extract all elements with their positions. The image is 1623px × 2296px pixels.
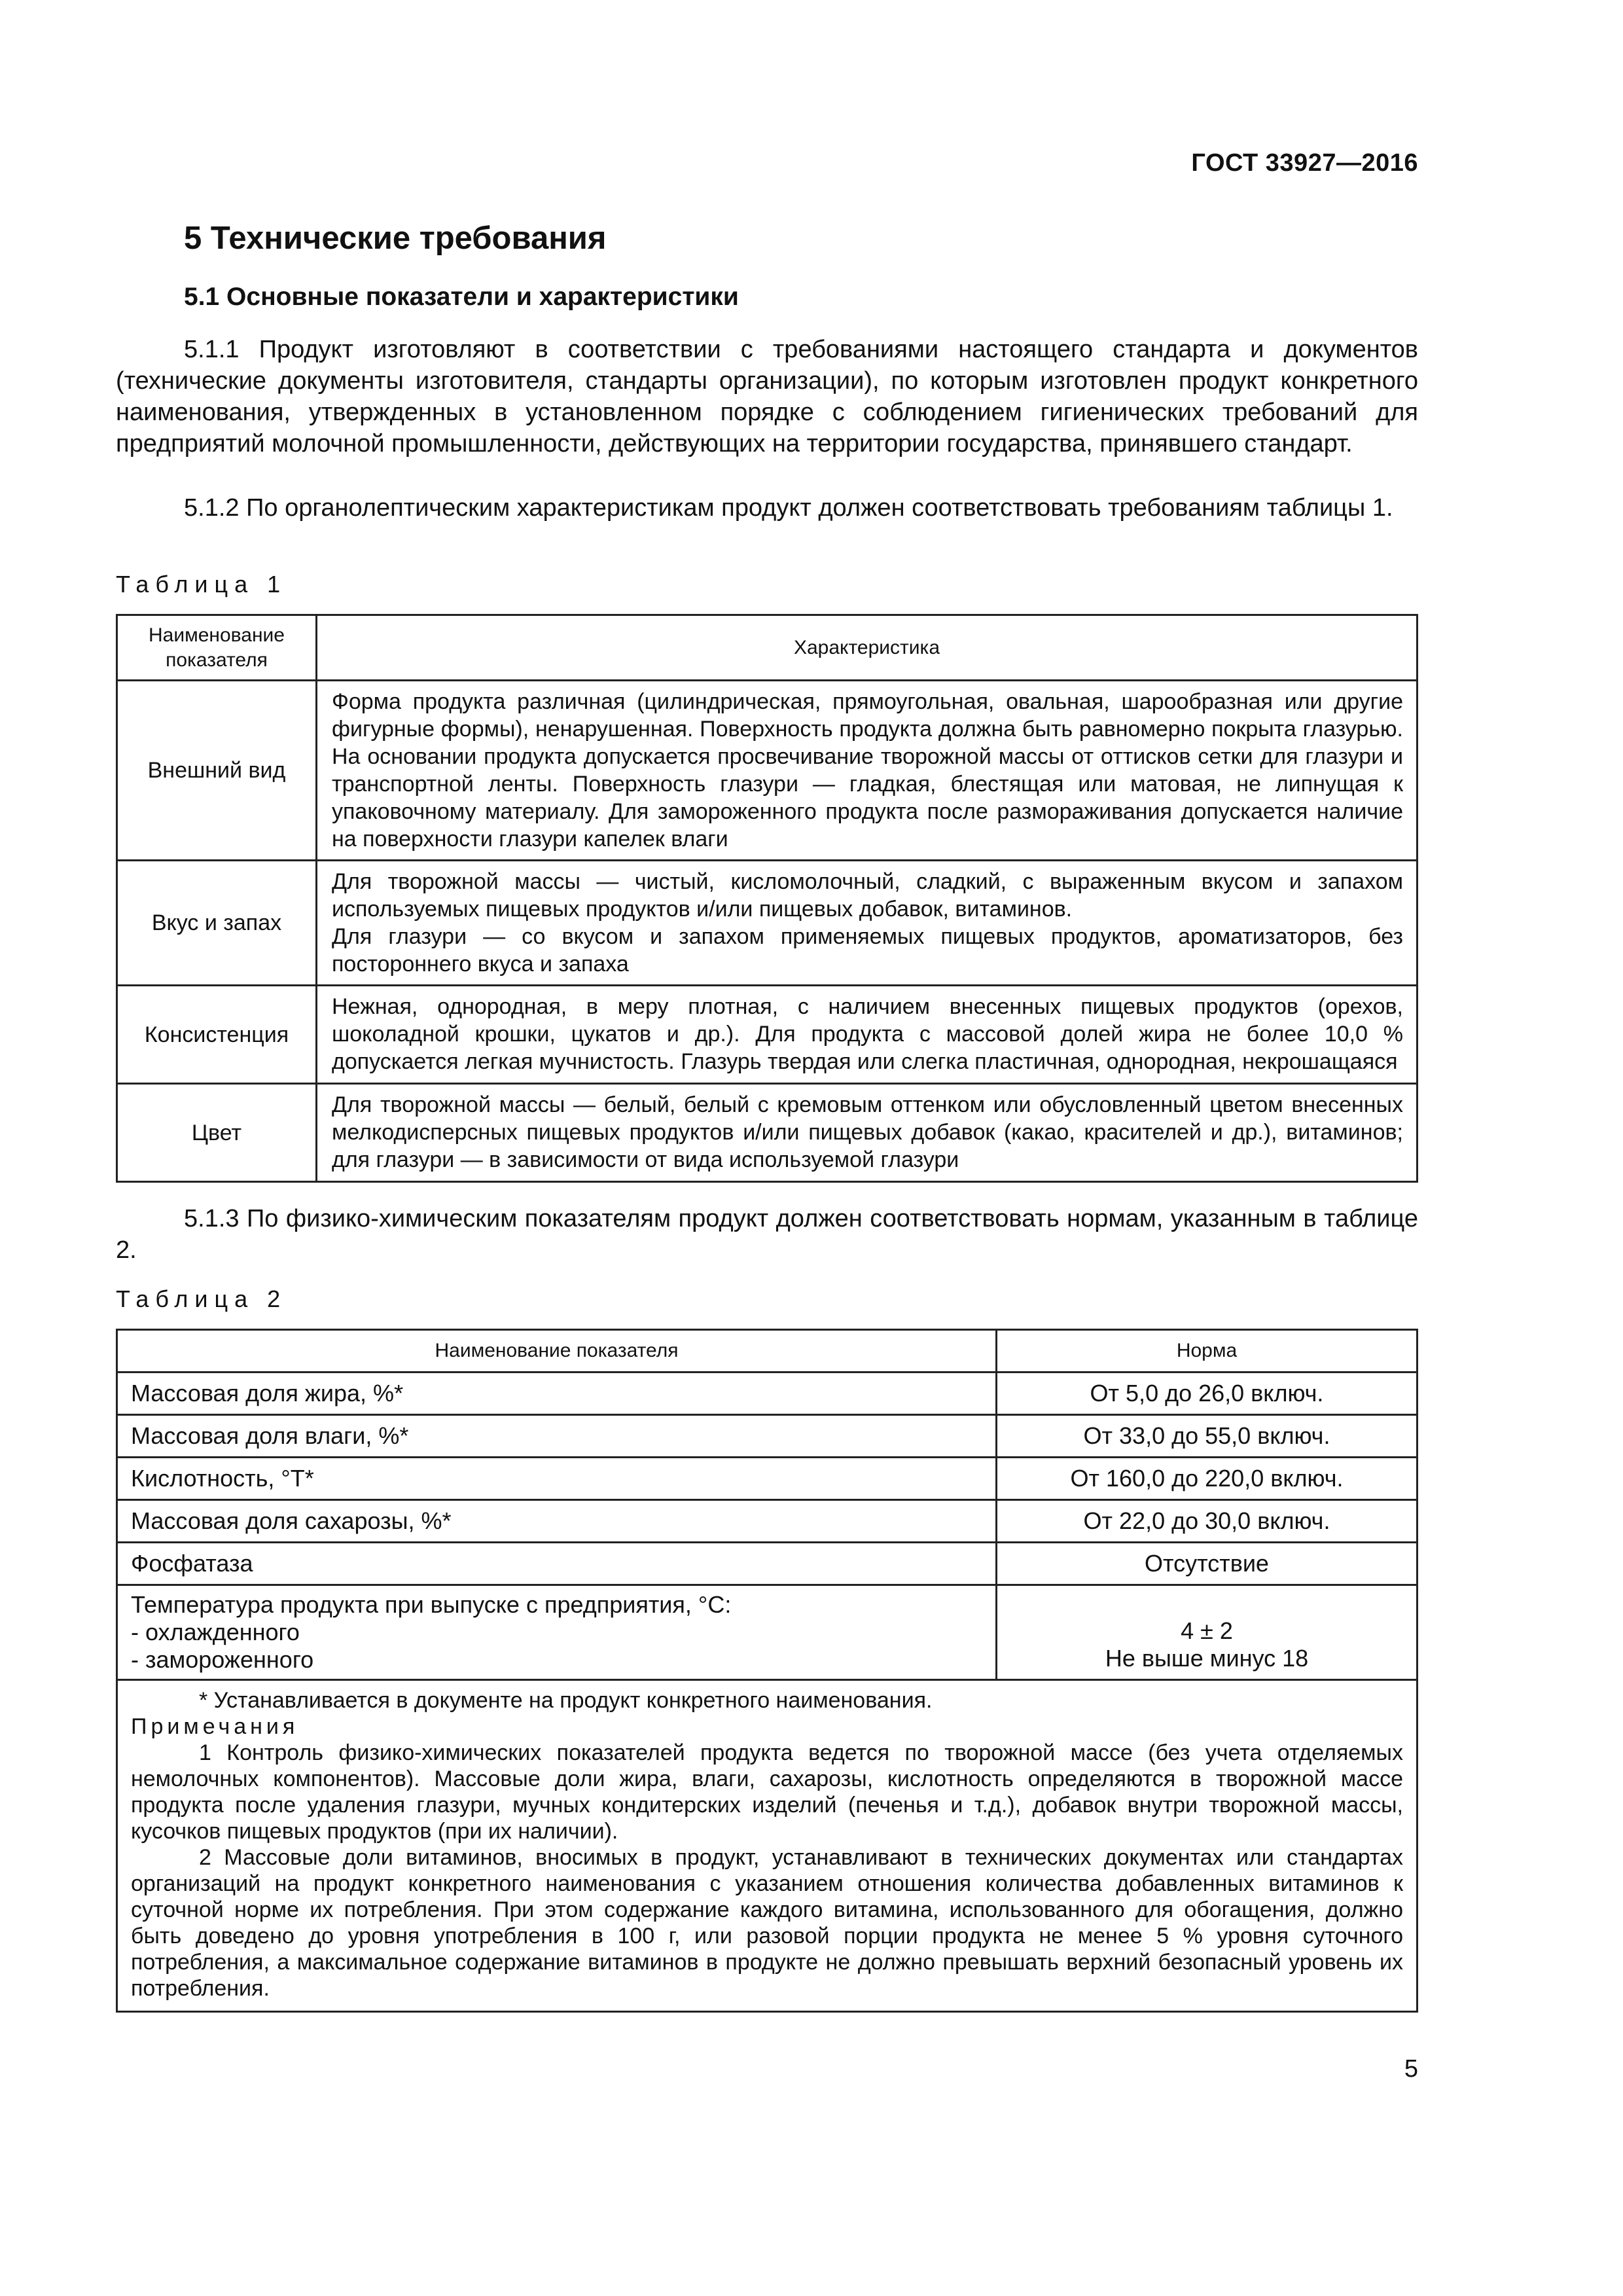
- table-row: [117, 986, 1418, 1084]
- table1-caption: Таблица 1: [116, 571, 287, 598]
- table-header-cell: Наименование показателя: [117, 615, 317, 681]
- indicator-name: Массовая доля влаги, %*: [117, 1415, 997, 1458]
- table-header-cell: Норма: [997, 1330, 1418, 1372]
- notes-title: Примечания: [131, 1714, 299, 1739]
- indicator-norm: От 22,0 до 30,0 включ.: [997, 1500, 1418, 1543]
- indicator-name: Внешний вид: [117, 681, 317, 861]
- description-line: Для творожной массы — чистый, кисломолочный, сладкий, с выраженным вкусом и запахом используемых пищевых продуктов и/или пищевых добавок, витаминов.: [332, 869, 1403, 922]
- table-row: [117, 1585, 1418, 1680]
- temperature-chilled-norm: 4 ± 2: [1181, 1617, 1233, 1644]
- subsection-title: 5.1 Основные показатели и характеристики: [184, 283, 739, 311]
- paragraph-5-1-1: 5.1.1 Продукт изготовляют в соответствии с требованиями настоящего стандарта и документов (технические документы изготовителя, стандарты организации), по которым изготовлен продукт конкретного наименования, утвержденных в установленном порядке с соблюдением гигиенических требований для предприятий молочной промышленности, действующих на территории государства, принявшего стандарт.: [116, 336, 1418, 457]
- indicator-description: Для творожной массы — белый, белый с кремовым оттенком или обусловленный цветом внесенных мелкодисперсных пищевых продуктов и/или пищевых добавок (какао, красителей и др.), витаминов; для глазури — в зависимости от вида используемой глазури: [317, 1084, 1418, 1182]
- section-title: 5 Технические требования: [184, 221, 607, 256]
- indicator-name: Кислотность, °Т*: [117, 1458, 997, 1500]
- table-header-cell: Характеристика: [317, 615, 1418, 681]
- indicator-description: Форма продукта различная (цилиндрическая, прямоугольная, овальная, шарообразная или другие фигурные формы), ненарушенная. Поверхность продукта должна быть равномерно покрыта глазурью. На основании продукта допускается просвечивание творожной массы от оттисков сетки для глазури и транспортной ленты. Поверхность глазури — гладкая, блестящая или матовая, не липнущая к упаковочному материалу. Для замороженного продукта после размораживания допускается наличие на поверхности глазури капелек влаги: [317, 681, 1418, 861]
- table2-caption: Таблица 2: [116, 1285, 287, 1312]
- table-notes: [117, 1680, 1418, 2012]
- indicator-name: [117, 1585, 997, 1680]
- indicator-norm: Отсутствие: [997, 1543, 1418, 1585]
- indicator-norm: От 33,0 до 55,0 включ.: [997, 1415, 1418, 1458]
- description-line: Для глазури — со вкусом и запахом применяемых пищевых продуктов, ароматизаторов, без постороннего вкуса и запаха: [332, 924, 1403, 977]
- indicator-norm: От 160,0 до 220,0 включ.: [997, 1458, 1418, 1500]
- page-number: 5: [1404, 2055, 1418, 2083]
- indicator-norm: От 5,0 до 26,0 включ.: [997, 1372, 1418, 1415]
- table-row: [117, 861, 1418, 986]
- table-row: [117, 1458, 1418, 1500]
- indicator-name: Вкус и запах: [117, 861, 317, 986]
- indicator-name: Цвет: [117, 1084, 317, 1182]
- table-row: [117, 1084, 1418, 1182]
- table-row: [117, 681, 1418, 861]
- table-header-row: [117, 615, 1418, 681]
- indicator-norm: [997, 1585, 1418, 1680]
- table-row: [117, 1543, 1418, 1585]
- table-row: [117, 1372, 1418, 1415]
- standard-code: ГОСТ 33927—2016: [1191, 149, 1418, 177]
- temperature-frozen-label: - замороженного: [131, 1646, 314, 1673]
- note-1: 1 Контроль физико-химических показателей продукта ведется по творожной массе (без учета отделяемых немолочных компонентов). Массовые доли жира, влаги, сахарозы, кислотность определяются в творожной массе продукта после удаления глазури, мучных кондитерских изделий (печенья и т.д.), добавок внутри творожной массы, кусочков пищевых продуктов (при их наличии).: [131, 1740, 1403, 1844]
- temperature-frozen-norm: Не выше минус 18: [1105, 1645, 1309, 1672]
- note-2: 2 Массовые доли витаминов, вносимых в продукт, устанавливают в технических документах или стандартах организаций на продукт конкретного наименования с указанием отношения количества добавленных витаминов к суточной норме их потребления. При этом содержание каждого витамина, использованного для обогащения, должно быть доведено до уровня употребления в 100 г, или разовой порции продукта не менее 5 % уровня суточного потребления, а максимальное содержание витаминов в продукте не должно превышать верхний безопасный уровень их потребления.: [131, 1845, 1403, 2001]
- temperature-label: Температура продукта при выпуске с предприятия, °С:: [131, 1591, 732, 1618]
- table-header-row: [117, 1330, 1418, 1372]
- indicator-description: Нежная, однородная, в меру плотная, с наличием внесенных пищевых продуктов (орехов, шоколадной крошки, цукатов и др.). Для продукта с массовой долей жира не более 10,0 % допускается легкая мучнистость. Глазурь твердая или слегка пластичная, однородная, некрошащаяся: [317, 986, 1418, 1084]
- indicator-name: Массовая доля сахарозы, %*: [117, 1500, 997, 1543]
- table-row: [117, 1415, 1418, 1458]
- paragraph-5-1-2: 5.1.2 По органолептическим характеристикам продукт должен соответствовать требованиям таблицы 1.: [184, 494, 1393, 522]
- table-header-cell: Наименование показателя: [117, 1330, 997, 1372]
- paragraph-5-1-3: 5.1.3 По физико-химическим показателям продукт должен соответствовать нормам, указанным в таблице 2.: [116, 1205, 1418, 1264]
- table-physicochemical: [116, 1329, 1418, 2013]
- indicator-name: Массовая доля жира, %*: [117, 1372, 997, 1415]
- indicator-name: Консистенция: [117, 986, 317, 1084]
- table-organoleptic: [116, 614, 1418, 1183]
- indicator-description: [317, 861, 1418, 986]
- footnote: * Устанавливается в документе на продукт конкретного наименования.: [199, 1688, 933, 1713]
- indicator-name: Фосфатаза: [117, 1543, 997, 1585]
- table-row: [117, 1500, 1418, 1543]
- table-notes-row: [117, 1680, 1418, 2012]
- temperature-chilled-label: - охлажденного: [131, 1619, 300, 1645]
